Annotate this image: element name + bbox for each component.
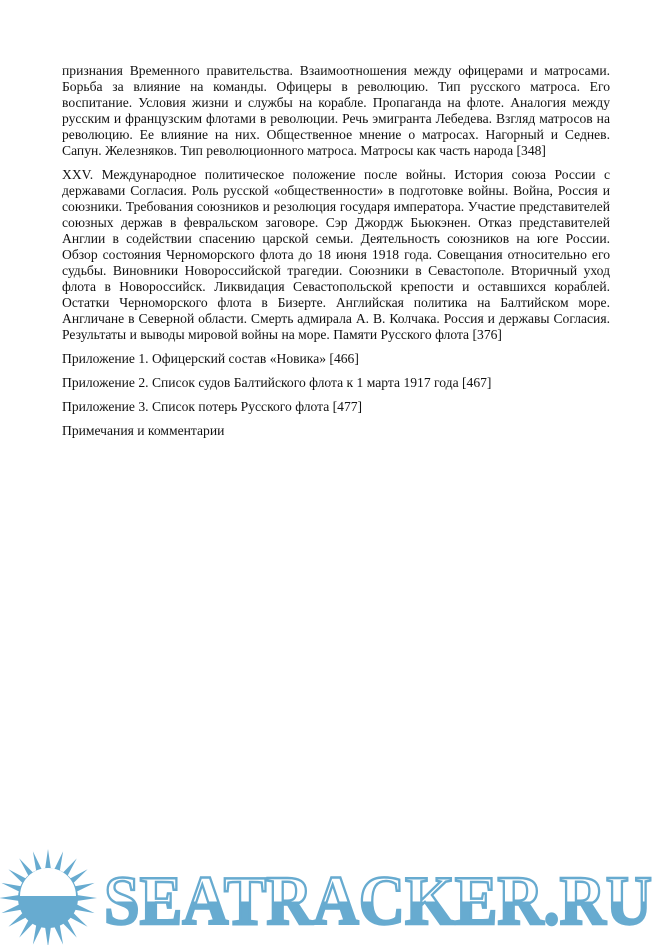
sun-icon bbox=[0, 849, 97, 945]
watermark-text: SEATRACKER.RU bbox=[104, 863, 652, 940]
toc-appendix-3[interactable]: Приложение 3. Список потерь Русского флота [477] bbox=[62, 399, 363, 414]
toc-paragraph: признания Временного правительства. Взаимоотношения между офицерами и матросами. Борьба за влияние на команды. Офицеры в революцию. Тип русского матроса. Его воспитание. Условия жизни и службы на корабле. Пропаганда на флоте. Аналогия между русским и французским флотами в революции. Речь эмигранта Лебедева. Взгляд матросов на революцию. Ее влияние на них. Общественное мнение о матросах. Нагорный и Седнев. Сапун. Железняков. Тип революционного матроса. Матросы как часть народа [348] bbox=[62, 63, 610, 158]
toc-notes[interactable]: Примечания и комментарии bbox=[62, 423, 225, 438]
toc-appendix-1[interactable]: Приложение 1. Офицерский состав «Новика» [466] bbox=[62, 351, 359, 366]
toc-appendix-2[interactable]: Приложение 2. Список судов Балтийского флота к 1 марта 1917 года [467] bbox=[62, 375, 492, 390]
sun-ray bbox=[45, 926, 51, 945]
document-body bbox=[62, 63, 610, 447]
sun-ray bbox=[0, 895, 20, 901]
sun-ray bbox=[76, 895, 97, 901]
sun-ray bbox=[45, 849, 51, 870]
toc-paragraph: XXV. Международное политическое положение после войны. История союза России с державами Согласия. Роль русской «общественности» в подготовке войны. Война, Россия и союзники. Требования союзников и резолюция государя императора. Участие представителей союзных держав в февральском заговоре. Сэр Джордж Бьюкэнен. Отказ представителей Англии в содействии спасению царской семьи. Деятельность союзников на юге России. Обзор состояния Черноморского флота до 18 июня 1918 года. Совещания относительно его судьбы. Виновники Новороссийской трагедии. Союзники в Севастополе. Вторичный уход флота в Новороссийск. Ликвидация Севастопольской крепости и оставшихся кораблей. Остатки Черноморского флота в Бизерте. Английская политика на Балтийском море. Англичане в Северной области. Смерть адмирала А. В. Колчака. Россия и державы Согласия. Результаты и выводы мировой войны на море. Памяти Русского флота [376] bbox=[62, 167, 610, 342]
seatracker-watermark-logo bbox=[0, 846, 664, 945]
